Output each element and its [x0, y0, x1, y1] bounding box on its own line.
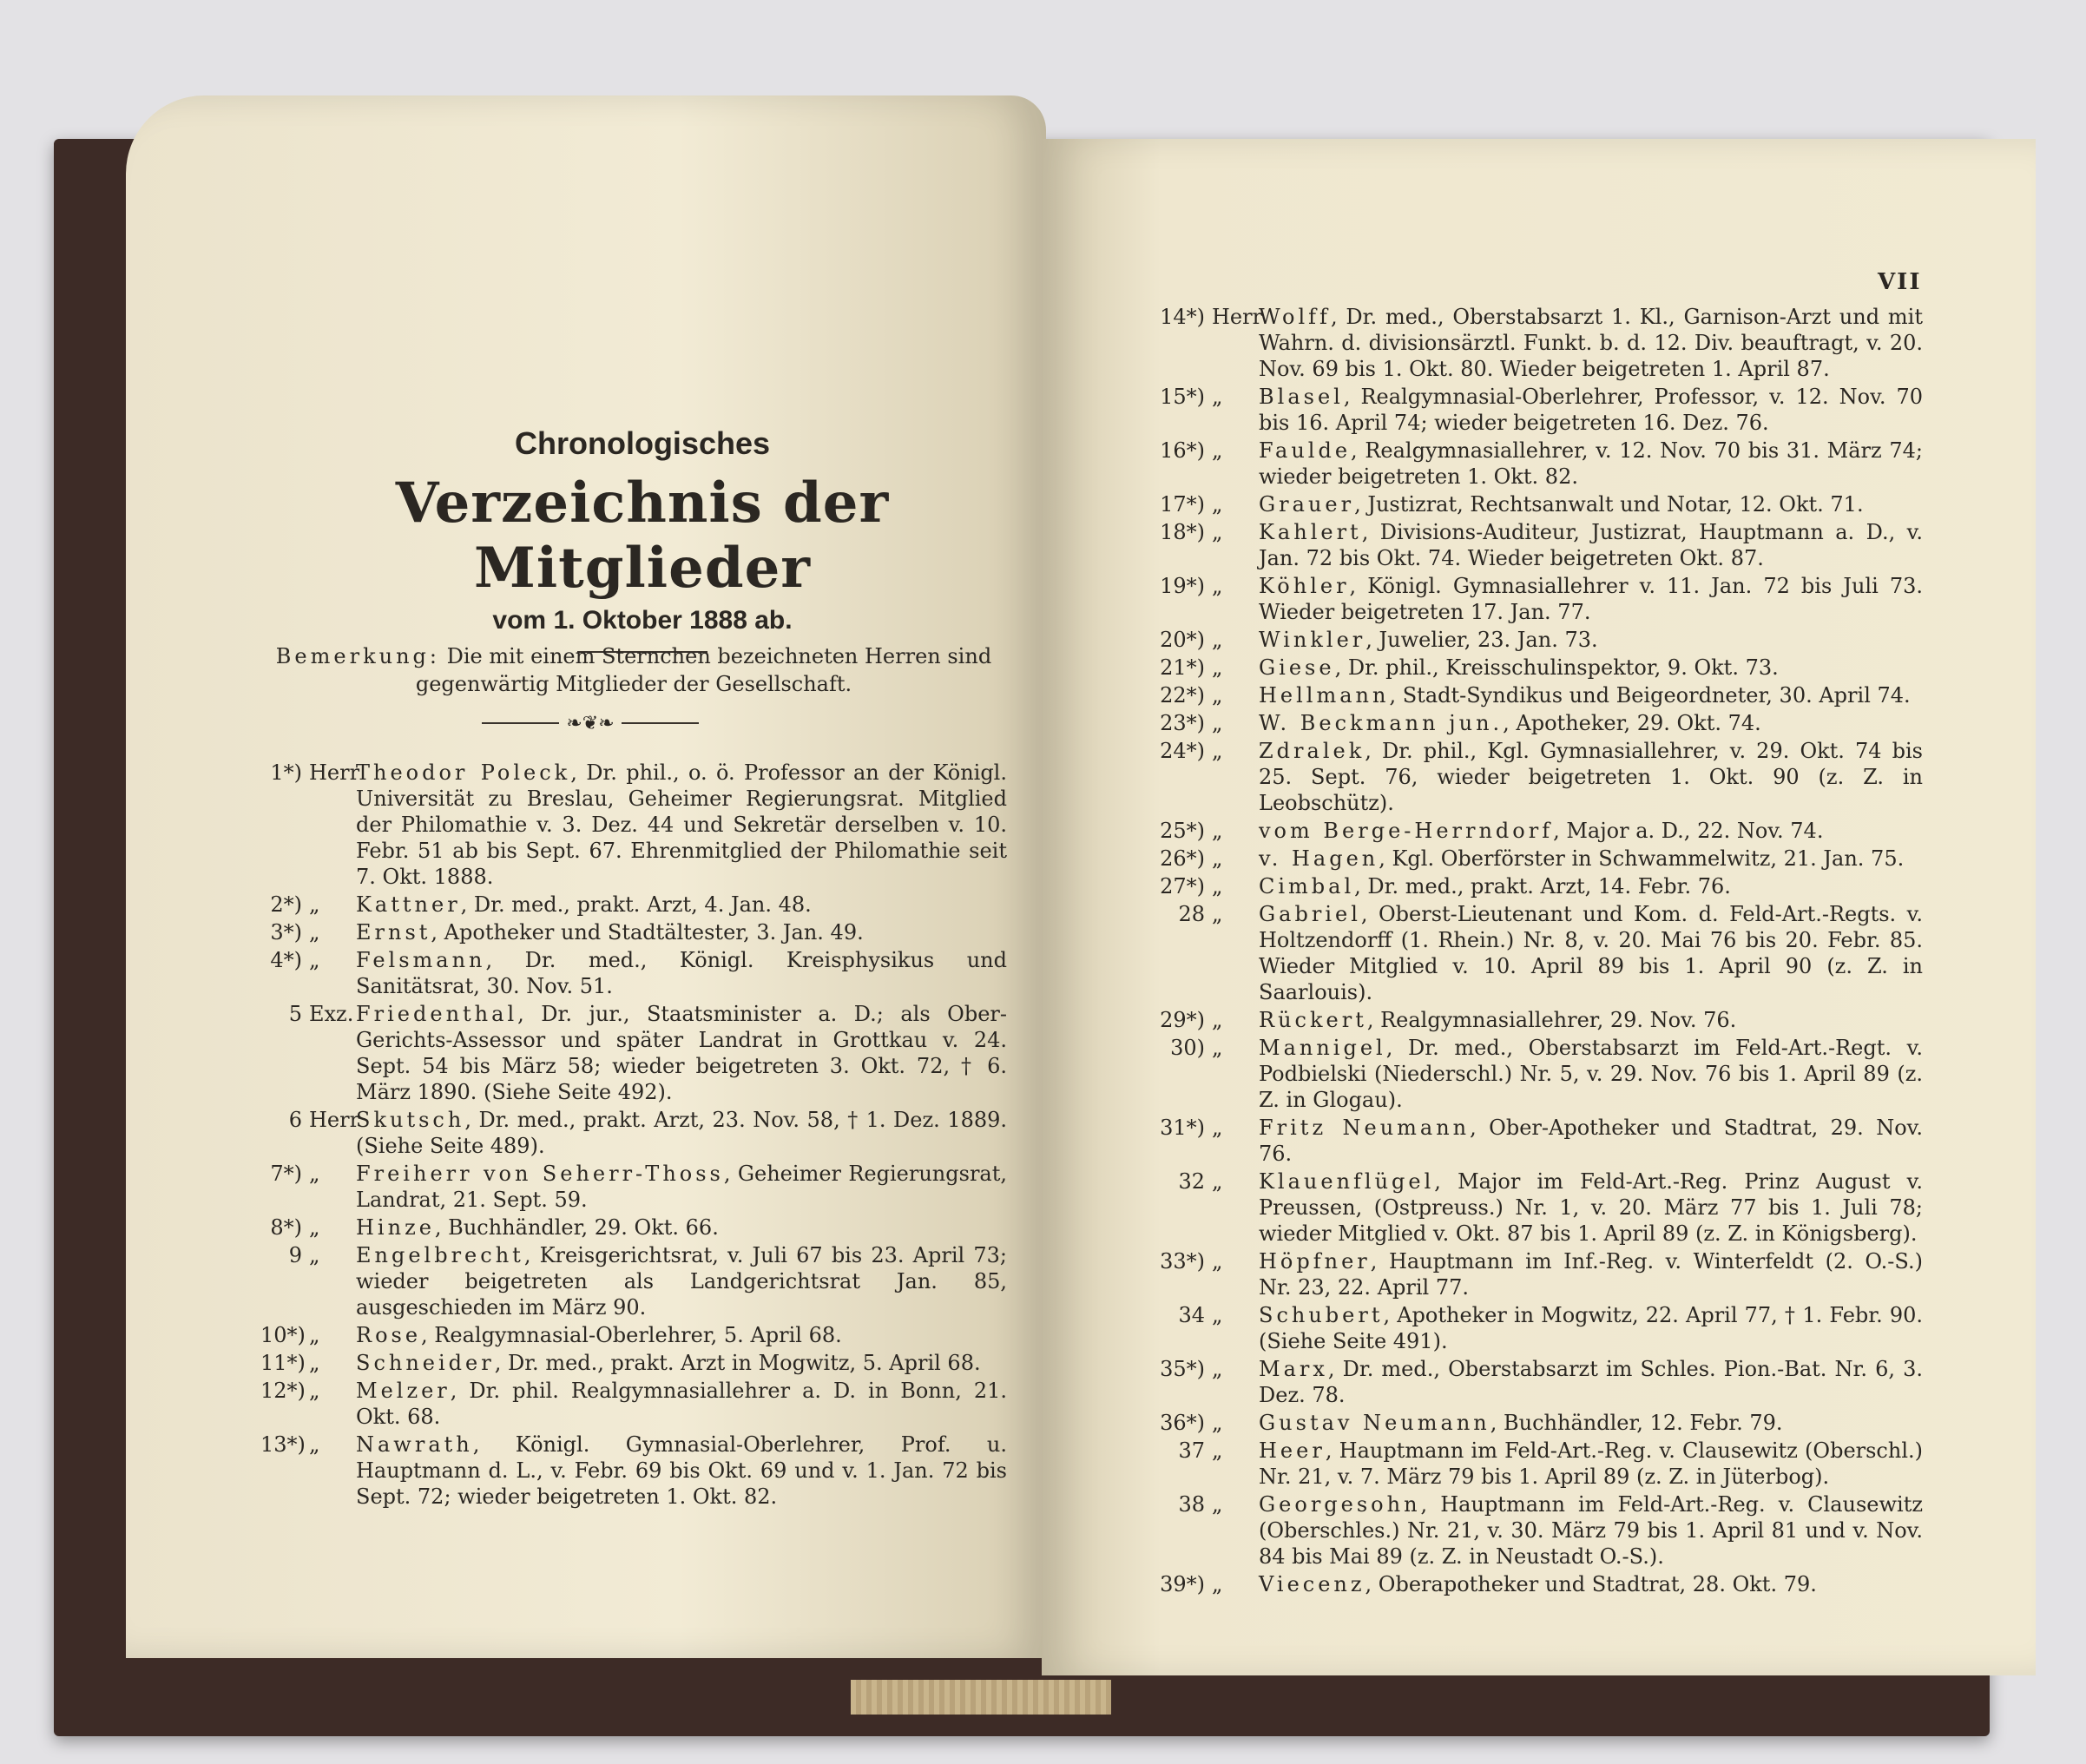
member-title: „: [1212, 683, 1223, 708]
list-item: [1155, 1007, 1923, 1033]
member-number: 3*): [270, 920, 302, 945]
member-details: , Dr. phil., Kreisschulinspektor, 9. Okt. 73.: [1334, 655, 1779, 680]
member-title: „: [1212, 1411, 1223, 1435]
member-details: , Dr. jur., Staatsminister a. D.; als Ober-Gerichts-Assessor und später Landrat in Grottkau v. 24. Sept. 54 bis März 58; wieder beigetreten 3. Okt. 72, † 6. März 1890. (Siehe Seite 492).: [356, 1002, 1007, 1104]
member-title: „: [1212, 1116, 1223, 1140]
member-title: Herr: [309, 1108, 360, 1132]
member-name: Gabriel: [1259, 902, 1361, 926]
member-name: Marx: [1259, 1357, 1328, 1381]
list-item: [1155, 1571, 1923, 1597]
member-number: 31*): [1160, 1116, 1205, 1140]
member-title: „: [1212, 438, 1223, 463]
member-entry: [1259, 655, 1923, 681]
member-entry: [1259, 1248, 1923, 1300]
member-name: Engelbrecht: [356, 1243, 524, 1267]
list-item: [1155, 438, 1923, 490]
member-number: 24*): [1160, 739, 1205, 763]
member-entry: [1259, 519, 1923, 571]
member-number: 7*): [270, 1162, 302, 1186]
member-details: , Dr. med., prakt. Arzt, 14. Febr. 76.: [1354, 874, 1731, 898]
list-item: [1155, 1491, 1923, 1570]
list-item: [260, 1161, 1007, 1213]
member-entry: [356, 1378, 1007, 1430]
member-entry: [356, 1214, 1007, 1241]
member-title: „: [309, 1215, 320, 1240]
member-title: „: [309, 1323, 320, 1347]
list-item: [1155, 818, 1923, 844]
ornament-divider: [482, 710, 699, 736]
member-number: 12*): [260, 1379, 306, 1403]
member-entry: [1259, 1115, 1923, 1167]
member-name: Freiherr von Seherr-Thoss: [356, 1162, 724, 1186]
member-name: Melzer: [356, 1379, 451, 1403]
member-details: , Hauptmann im Feld-Art.-Reg. v. Clausewitz (Oberschles.) Nr. 21, v. 30. März 79 bis 1. April 81 und v. Nov. 84 bis Mai 89 (z. Z. in Neustadt O.-S.).: [1259, 1492, 1923, 1569]
member-number: 1*): [270, 760, 302, 785]
list-item: [260, 919, 1007, 945]
member-details: , Hauptmann im Feld-Art.-Reg. v. Clausewitz (Oberschl.) Nr. 21, v. 7. März 79 bis 1. April 89 (z. Z. in Jüterbog).: [1259, 1438, 1923, 1489]
list-item: [260, 1214, 1007, 1241]
member-entry: [1259, 1491, 1923, 1570]
list-item: [1155, 1248, 1923, 1300]
member-title: „: [1212, 1036, 1223, 1060]
member-number: 30): [1170, 1036, 1205, 1060]
member-title: „: [309, 1351, 320, 1375]
member-title: „: [309, 1379, 320, 1403]
list-item: [1155, 1035, 1923, 1113]
member-details: , Realgymnasial-Oberlehrer, 5. April 68.: [421, 1323, 842, 1347]
member-number: 29*): [1160, 1008, 1205, 1032]
list-item: [1155, 1356, 1923, 1408]
member-title: „: [309, 1162, 320, 1186]
member-number: 14*): [1160, 305, 1205, 329]
member-title: „: [1212, 739, 1223, 763]
member-number: 36*): [1160, 1411, 1205, 1435]
member-number: 26*): [1160, 846, 1205, 871]
member-number: 33*): [1160, 1249, 1205, 1274]
member-number: 20*): [1160, 628, 1205, 652]
member-name: Kahlert: [1259, 520, 1362, 544]
member-name: Cimbal: [1259, 874, 1355, 898]
member-name: Winkler: [1259, 628, 1366, 652]
member-number: 21*): [1160, 655, 1205, 680]
member-details: , Buchhändler, 12. Febr. 79.: [1490, 1411, 1783, 1435]
member-name: Georgesohn: [1259, 1492, 1421, 1517]
list-item: [1155, 710, 1923, 736]
divider: [622, 722, 699, 724]
member-title: „: [1212, 874, 1223, 898]
member-name: Ernst: [356, 920, 431, 945]
list-item: [260, 1107, 1007, 1159]
member-details: , Buchhändler, 29. Okt. 66.: [434, 1215, 719, 1240]
member-title: Herr: [1212, 305, 1263, 329]
member-details: , Dr. med., prakt. Arzt, 23. Nov. 58, † 1. Dez. 1889. (Siehe Seite 489).: [356, 1108, 1007, 1158]
member-entry: [1259, 438, 1923, 490]
divider: [482, 722, 559, 724]
member-details: , Geheimer Regierungsrat, Landrat, 21. Sept. 59.: [356, 1162, 1007, 1212]
member-entry: [356, 1161, 1007, 1213]
list-item: [260, 1432, 1007, 1510]
member-details: , Major im Feld-Art.-Reg. Prinz August v. Preussen, (Ostpreuss.) Nr. 1, v. 20. März 77 bis 1. Juli 78; wieder Mitglied v. Okt. 87 bis 1. April 89 (z. Z. in Königsberg).: [1259, 1169, 1923, 1246]
spine-band: [851, 1680, 1111, 1715]
member-name: Skutsch: [356, 1108, 465, 1132]
member-details: , Kreisgerichtsrat, v. Juli 67 bis 23. April 73; wieder beigetreten als Landgerichtsrat Jan. 85, ausgeschieden im März 90.: [356, 1243, 1007, 1320]
member-number: 32: [1178, 1169, 1205, 1194]
member-details: , Königl. Gymnasiallehrer v. 11. Jan. 72 bis Juli 73. Wieder beigetreten 17. Jan. 77.: [1259, 574, 1923, 624]
member-name: Blasel: [1259, 385, 1344, 409]
member-number: 39*): [1160, 1572, 1205, 1596]
member-title: „: [1212, 711, 1223, 735]
member-details: , Dr. med., Oberstabsarzt 1. Kl., Garnison-Arzt und mit Wahrn. d. divisionsärztl. Funkt. b. d. 12. Div. beauftragt, v. 20. Nov. 69 bis 1. Okt. 80. Wieder beigetreten 1. April 87.: [1259, 305, 1923, 381]
member-number: 5: [288, 1002, 302, 1026]
member-number: 37: [1178, 1438, 1205, 1463]
list-item: [260, 947, 1007, 999]
list-item: [260, 1001, 1007, 1105]
member-title: „: [1212, 520, 1223, 544]
member-details: , Dr. med., Königl. Kreisphysikus und Sanitätsrat, 30. Nov. 51.: [356, 948, 1007, 998]
member-entry: [1259, 1438, 1923, 1490]
page-title: Verzeichnis der Mitglieder: [395, 471, 890, 601]
member-details: , Dr. med., prakt. Arzt in Mogwitz, 5. April 68.: [494, 1351, 981, 1375]
member-entry: [356, 1322, 1007, 1348]
list-item: [1155, 682, 1923, 708]
heading-subtitle: vom 1. Oktober 1888 ab.: [492, 606, 793, 635]
member-entry: [356, 760, 1007, 890]
member-entry: [356, 947, 1007, 999]
member-name: Rose: [356, 1323, 422, 1347]
member-name: Wolff: [1259, 305, 1331, 329]
member-title: „: [1212, 819, 1223, 843]
member-entry: [1259, 710, 1923, 736]
member-entry: [1259, 627, 1923, 653]
member-entry: [356, 1242, 1007, 1320]
list-item: [1155, 1410, 1923, 1436]
member-name: Fritz Neumann: [1259, 1116, 1471, 1140]
member-details: , Dr. med., prakt. Arzt, 4. Jan. 48.: [460, 892, 812, 917]
member-title: „: [309, 1243, 320, 1267]
remark: [260, 642, 1007, 698]
member-list-left: [260, 760, 1007, 1511]
member-details: , Apotheker, 29. Okt. 74.: [1503, 711, 1761, 735]
page-number: VII: [1878, 269, 1922, 295]
member-title: „: [309, 892, 320, 917]
member-title: „: [1212, 492, 1223, 517]
member-name: vom Berge-Herrndorf: [1259, 819, 1554, 843]
member-details: , Justizrat, Rechtsanwalt und Notar, 12. Okt. 71.: [1354, 492, 1864, 517]
member-name: Gustav Neumann: [1259, 1411, 1490, 1435]
heading-block: [286, 425, 998, 653]
member-entry: [356, 919, 1007, 945]
member-entry: [356, 1350, 1007, 1376]
member-title: „: [1212, 655, 1223, 680]
member-title: „: [1212, 574, 1223, 598]
list-item: [1155, 901, 1923, 1005]
member-number: 8*): [270, 1215, 302, 1240]
member-number: 22*): [1160, 683, 1205, 708]
remark-label: Bemerkung:: [275, 644, 440, 668]
list-item: [1155, 627, 1923, 653]
member-entry: [1259, 738, 1923, 816]
member-details: , Realgymnasiallehrer, 29. Nov. 76.: [1366, 1008, 1737, 1032]
member-title: „: [1212, 1249, 1223, 1274]
member-details: , Stadt-Syndikus und Beigeordneter, 30. April 74.: [1389, 683, 1911, 708]
member-entry: [356, 892, 1007, 918]
member-details: , Königl. Gymnasial-Oberlehrer, Prof. u. Hauptmann d. L., v. Febr. 69 bis Okt. 69 und v. 1. Jan. 72 bis Sept. 72; wieder beigetreten 1. Okt. 82.: [356, 1432, 1007, 1509]
list-item: [1155, 873, 1923, 899]
member-title: „: [1212, 628, 1223, 652]
member-details: , Oberapotheker und Stadtrat, 28. Okt. 79.: [1365, 1572, 1817, 1596]
list-item: [1155, 384, 1923, 436]
member-number: 28: [1178, 902, 1205, 926]
member-entry: [1259, 1410, 1923, 1436]
remark-text: Die mit einem Sternchen bezeichneten Herren sind gegenwärtig Mitglieder der Gesellschaft.: [415, 644, 992, 696]
member-number: 6: [288, 1108, 302, 1132]
member-name: Kattner: [356, 892, 461, 917]
list-item: [1155, 1168, 1923, 1247]
member-name: Grauer: [1259, 492, 1355, 517]
member-title: „: [1212, 902, 1223, 926]
member-number: 10*): [260, 1323, 306, 1347]
member-details: , Divisions-Auditeur, Justizrat, Hauptmann a. D., v. Jan. 72 bis Okt. 74. Wieder beigetreten Okt. 87.: [1259, 520, 1923, 570]
member-details: , Realgymnasial-Oberlehrer, Professor, v. 12. Nov. 70 bis 16. April 74; wieder beigetreten 16. Dez. 76.: [1259, 385, 1923, 435]
member-entry: [1259, 846, 1923, 872]
member-details: , Hauptmann im Inf.-Reg. v. Winterfeldt (2. O.-S.) Nr. 23, 22. April 77.: [1259, 1249, 1923, 1300]
member-entry: [1259, 304, 1923, 382]
member-name: Nawrath: [356, 1432, 473, 1457]
member-details: , Dr. med., Oberstabsarzt im Feld-Art.-Regt. v. Podbielski (Niederschl.) Nr. 5, v. 29. Nov. 76 bis 1. April 89 (z. Z. in Glogau).: [1259, 1036, 1923, 1112]
member-number: 9: [288, 1243, 302, 1267]
member-details: , Apotheker in Mogwitz, 22. April 77, † 1. Febr. 90. (Siehe Seite 491).: [1259, 1303, 1923, 1353]
member-name: Schubert: [1259, 1303, 1384, 1327]
list-item: [260, 1350, 1007, 1376]
member-details: , Dr. phil., Kgl. Gymnasiallehrer, v. 29. Okt. 74 bis 25. Sept. 76, wieder beigetreten 1. Okt. 90 (z. Z. in Leobschütz).: [1259, 739, 1923, 815]
member-entry: [1259, 1168, 1923, 1247]
list-item: [260, 892, 1007, 918]
member-name: Felsmann: [356, 948, 486, 972]
member-name: Hinze: [356, 1215, 435, 1240]
member-entry: [1259, 873, 1923, 899]
member-number: 19*): [1160, 574, 1205, 598]
member-number: 18*): [1160, 520, 1205, 544]
member-title: „: [309, 1432, 320, 1457]
member-title: Exz.: [309, 1002, 354, 1026]
member-number: 11*): [260, 1351, 306, 1375]
member-title: „: [309, 920, 320, 945]
list-item: [260, 760, 1007, 890]
member-name: W. Beckmann jun.: [1259, 711, 1504, 735]
member-title: „: [1212, 1572, 1223, 1596]
member-entry: [1259, 818, 1923, 844]
list-item: [1155, 1115, 1923, 1167]
list-item: [1155, 738, 1923, 816]
member-details: , Dr. phil. Realgymnasiallehrer a. D. in Bonn, 21. Okt. 68.: [356, 1379, 1007, 1429]
member-entry: [356, 1001, 1007, 1105]
member-details: , Kgl. Oberförster in Schwammelwitz, 21. Jan. 75.: [1379, 846, 1905, 871]
list-item: [1155, 304, 1923, 382]
member-name: Hellmann: [1259, 683, 1390, 708]
member-name: Schneider: [356, 1351, 495, 1375]
member-entry: [1259, 573, 1923, 625]
member-entry: [1259, 384, 1923, 436]
list-item: [1155, 491, 1923, 517]
member-name: Köhler: [1259, 574, 1350, 598]
member-entry: [1259, 1035, 1923, 1113]
list-item: [260, 1242, 1007, 1320]
member-number: 23*): [1160, 711, 1205, 735]
list-item: [1155, 655, 1923, 681]
member-details: , Ober-Apotheker und Stadtrat, 29. Nov. 76.: [1259, 1116, 1923, 1166]
member-entry: [1259, 1571, 1923, 1597]
member-name: Giese: [1259, 655, 1335, 680]
member-number: 15*): [1160, 385, 1205, 409]
member-entry: [1259, 901, 1923, 1005]
member-name: Faulde: [1259, 438, 1352, 463]
member-name: Friedenthal: [356, 1002, 518, 1026]
member-number: 27*): [1160, 874, 1205, 898]
member-list-right: [1155, 304, 1923, 1599]
member-number: 4*): [270, 948, 302, 972]
member-details: , Major a. D., 22. Nov. 74.: [1553, 819, 1824, 843]
member-entry: [1259, 1302, 1923, 1354]
member-details: , Oberst-Lieutenant und Kom. d. Feld-Art.-Regts. v. Holtzendorff (1. Rhein.) Nr. 8, v. 20. Mai 76 bis 20. Febr. 85. Wieder Mitglied v. 10. April 89 bis 1. April 90 (z. Z. in Saarlouis).: [1259, 902, 1923, 1004]
member-entry: [1259, 1356, 1923, 1408]
member-number: 16*): [1160, 438, 1205, 463]
member-number: 17*): [1160, 492, 1205, 517]
list-item: [1155, 519, 1923, 571]
member-details: , Juwelier, 23. Jan. 73.: [1365, 628, 1598, 652]
member-title: „: [1212, 1357, 1223, 1381]
member-name: v. Hagen: [1259, 846, 1379, 871]
member-name: Klauenflügel: [1259, 1169, 1435, 1194]
list-item: [1155, 1438, 1923, 1490]
member-number: 2*): [270, 892, 302, 917]
member-details: , Apotheker und Stadtältester, 3. Jan. 49.: [431, 920, 864, 945]
member-entry: [1259, 491, 1923, 517]
list-item: [1155, 573, 1923, 625]
member-name: Mannigel: [1259, 1036, 1386, 1060]
member-title: „: [1212, 1438, 1223, 1463]
member-entry: [356, 1432, 1007, 1510]
member-number: 13*): [260, 1432, 306, 1457]
member-title: „: [1212, 385, 1223, 409]
member-details: , Dr. med., Oberstabsarzt im Schles. Pion.-Bat. Nr. 6, 3. Dez. 78.: [1259, 1357, 1923, 1407]
member-title: „: [1212, 1169, 1223, 1194]
list-item: [1155, 1302, 1923, 1354]
member-entry: [1259, 682, 1923, 708]
member-details: , Dr. phil., o. ö. Professor an der Königl. Universität zu Breslau, Geheimer Regierungsrat. Mitglied der Philomathie v. 3. Dez. 44 und Sekretär derselben v. 10. Febr. 51 ab bis Sept. 67. Ehrenmitglied der Philomathie seit 7. Okt. 1888.: [356, 760, 1007, 889]
list-item: [1155, 846, 1923, 872]
member-name: Viecenz: [1259, 1572, 1365, 1596]
member-details: , Realgymnasiallehrer, v. 12. Nov. 70 bis 31. März 74; wieder beigetreten 1. Okt. 82.: [1259, 438, 1923, 489]
member-name: Heer: [1259, 1438, 1326, 1463]
member-title: „: [1212, 1008, 1223, 1032]
member-number: 38: [1178, 1492, 1205, 1517]
heading-kicker: Chronologisches: [514, 425, 771, 461]
list-item: [260, 1322, 1007, 1348]
member-number: 25*): [1160, 819, 1205, 843]
member-name: Rückert: [1259, 1008, 1367, 1032]
member-title: Herr: [309, 760, 360, 785]
ornament-icon: ❧❦❧: [566, 712, 615, 734]
member-name: Theodor Poleck: [356, 760, 571, 785]
member-number: 34: [1178, 1303, 1205, 1327]
member-number: 35*): [1160, 1357, 1205, 1381]
member-title: „: [1212, 1492, 1223, 1517]
member-entry: [1259, 1007, 1923, 1033]
member-title: „: [1212, 1303, 1223, 1327]
member-name: Höpfner: [1259, 1249, 1371, 1274]
member-entry: [356, 1107, 1007, 1159]
list-item: [260, 1378, 1007, 1430]
member-title: „: [1212, 846, 1223, 871]
member-title: „: [309, 948, 320, 972]
member-name: Zdralek: [1259, 739, 1365, 763]
